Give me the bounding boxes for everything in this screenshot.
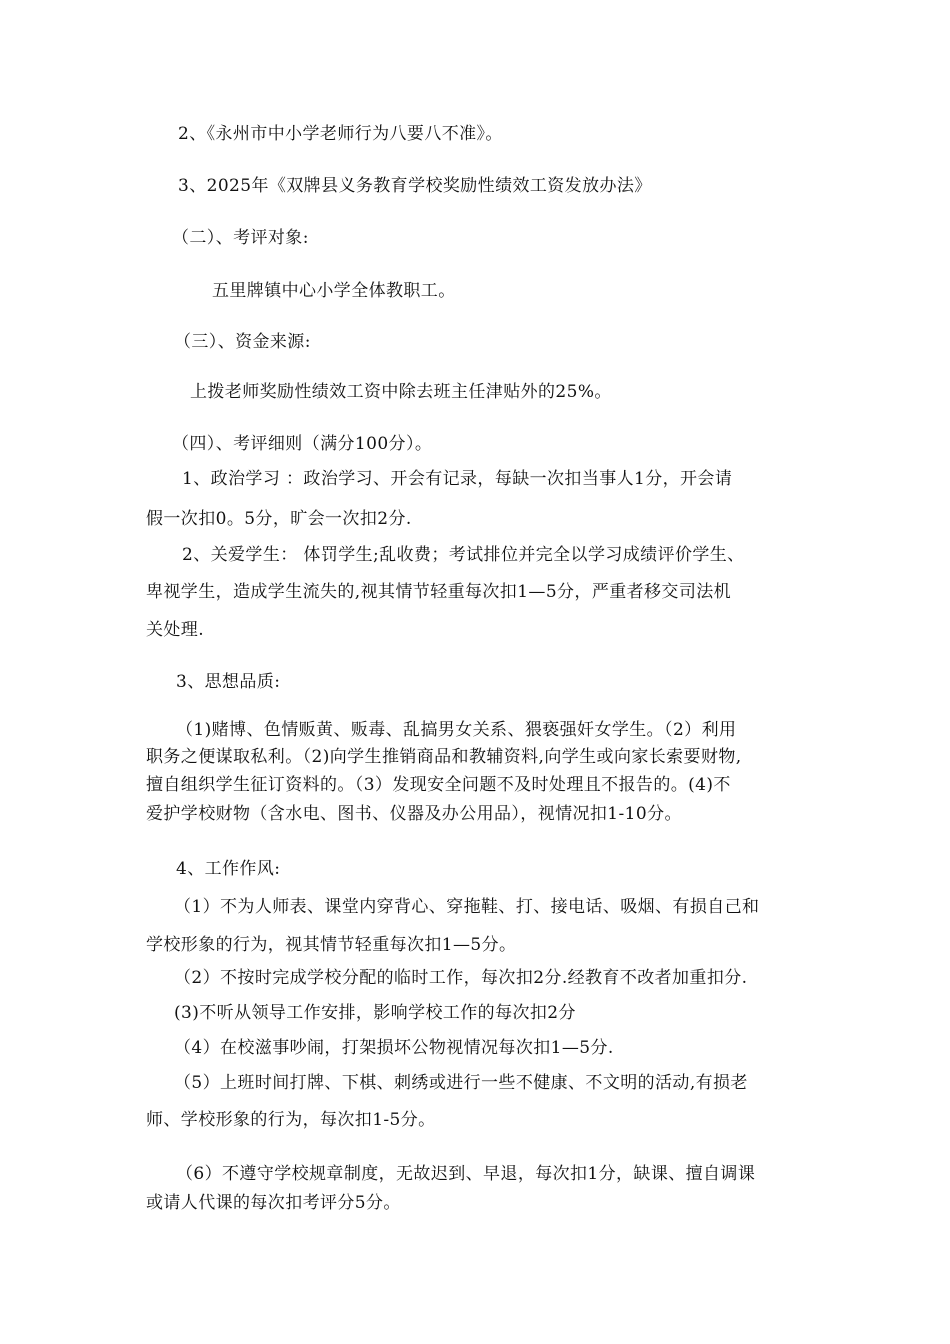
- care-line-2: 卑视学生，造成学生流失的,视其情节轻重每次扣1—5分，严重者移交司法机: [146, 582, 732, 602]
- style-line-5: （4）在校滋事吵闹，打架损坏公物视情况每次扣1—5分.: [174, 1038, 614, 1058]
- style-line-1: （1）不为人师表、课堂内穿背心、穿拖鞋、打、接电话、吸烟、有损自己和: [174, 897, 760, 917]
- item-3: 3、2025年《双牌县义务教育学校奖励性绩效工资发放办法》: [178, 176, 652, 196]
- morality-line-2: 职务之便谋取私利。（2)向学生推销商品和教辅资料,向学生或向家长索要财物,: [146, 747, 742, 767]
- section-3-heading: （三）、资金来源:: [174, 332, 311, 352]
- care-line-1: 2、关爱学生： 体罚学生;乱收费；考试排位并完全以学习成绩评价学生、: [182, 545, 745, 565]
- politics-line-2: 假一次扣0。5分，旷会一次扣2分.: [146, 509, 412, 529]
- style-line-6: （5）上班时间打牌、下棋、刺绣或进行一些不健康、不文明的活动,有损老: [174, 1073, 748, 1093]
- morality-line-4: 爱护学校财物（含水电、图书、仪器及办公用品），视情况扣1-10分。: [146, 804, 682, 824]
- style-line-4: (3)不听从领导工作安排，影响学校工作的每次扣2分: [174, 1003, 576, 1023]
- section-2-body: 五里牌镇中心小学全体教职工。: [212, 281, 456, 301]
- care-line-3: 关处理.: [146, 620, 205, 640]
- section-2-heading: （二）、考评对象:: [172, 228, 309, 248]
- style-heading: 4、工作作风:: [176, 859, 281, 879]
- morality-heading: 3、思想品质:: [176, 672, 281, 692]
- politics-line-1: 1、政治学习 ：政治学习、开会有记录，每缺一次扣当事人1分，开会请: [182, 469, 733, 489]
- morality-line-3: 擅自组织学生征订资料的。（3）发现安全问题不及时处理且不报告的。(4)不: [146, 775, 731, 795]
- section-4-heading: （四）、考评细则（满分100分）。: [172, 434, 433, 454]
- morality-line-1: （1)赌博、色情贩黄、贩毒、乱搞男女关系、猥亵强奸女学生。（2）利用: [176, 720, 737, 740]
- section-3-body: 上拨老师奖励性绩效工资中除去班主任津贴外的25%。: [190, 382, 612, 402]
- style-line-8: （6）不遵守学校规章制度，无故迟到、早退，每次扣1分，缺课、擅自调课: [176, 1164, 756, 1184]
- style-line-2: 学校形象的行为，视其情节轻重每次扣1—5分。: [146, 935, 517, 955]
- item-2: 2、《永州市中小学老师行为八要八不准》。: [178, 124, 503, 144]
- style-line-7: 师、学校形象的行为，每次扣1-5分。: [146, 1110, 436, 1130]
- style-line-9: 或请人代课的每次扣考评分5分。: [146, 1193, 401, 1213]
- style-line-3: （2）不按时完成学校分配的临时工作，每次扣2分.经教育不改者加重扣分.: [174, 968, 748, 988]
